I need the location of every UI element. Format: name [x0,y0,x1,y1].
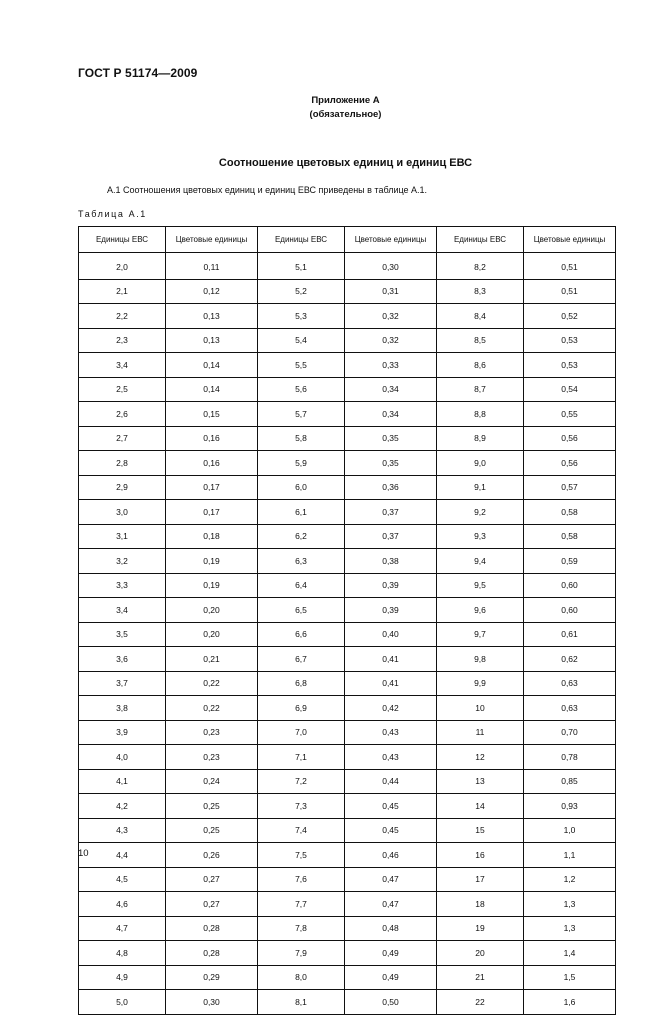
ebc-unit-cell: 2,8 [79,451,166,476]
ebc-unit-cell: 6,5 [258,598,345,623]
color-unit-cell: 1,1 [524,843,616,868]
ebc-unit-cell: 15 [437,818,524,843]
color-unit-cell: 0,32 [345,328,437,353]
ebc-unit-cell: 5,5 [258,353,345,378]
ebc-unit-cell: 5,4 [258,328,345,353]
column-header: Цветовые единицы [166,227,258,253]
color-unit-cell: 1,5 [524,965,616,990]
color-unit-cell: 0,45 [345,794,437,819]
color-unit-cell: 0,13 [166,304,258,329]
ebc-unit-cell: 5,7 [258,402,345,427]
color-unit-cell: 0,17 [166,475,258,500]
ebc-unit-cell: 16 [437,843,524,868]
conversion-table [78,226,616,1015]
ebc-unit-cell: 2,0 [79,255,166,279]
color-unit-cell: 0,35 [345,426,437,451]
table-row [79,573,616,598]
ebc-unit-cell: 2,5 [79,377,166,402]
section-title: Соотношение цветовых единиц и единиц ЕВС [218,157,473,169]
table-row [79,843,616,868]
color-unit-cell: 0,51 [524,255,616,279]
color-unit-cell: 0,44 [345,769,437,794]
table-row [79,500,616,525]
color-unit-cell: 0,34 [345,377,437,402]
ebc-unit-cell: 9,1 [437,475,524,500]
color-unit-cell: 0,14 [166,377,258,402]
color-unit-cell: 0,63 [524,696,616,721]
color-unit-cell: 0,55 [524,402,616,427]
ebc-unit-cell: 7,6 [258,867,345,892]
ebc-unit-cell: 5,3 [258,304,345,329]
ebc-unit-cell: 6,3 [258,549,345,574]
color-unit-cell: 1,4 [524,941,616,966]
column-header: Единицы ЕВС [437,227,524,253]
ebc-unit-cell: 6,2 [258,524,345,549]
table-row [79,353,616,378]
ebc-unit-cell: 2,9 [79,475,166,500]
ebc-unit-cell: 4,8 [79,941,166,966]
ebc-unit-cell: 8,8 [437,402,524,427]
color-unit-cell: 0,70 [524,720,616,745]
ebc-unit-cell: 3,0 [79,500,166,525]
color-unit-cell: 0,93 [524,794,616,819]
ebc-unit-cell: 13 [437,769,524,794]
table-row [79,377,616,402]
color-unit-cell: 0,14 [166,353,258,378]
ebc-unit-cell: 17 [437,867,524,892]
ebc-unit-cell: 5,0 [79,990,166,1015]
ebc-unit-cell: 7,1 [258,745,345,770]
ebc-unit-cell: 9,9 [437,671,524,696]
table-row [79,402,616,427]
color-unit-cell: 0,11 [166,255,258,279]
color-unit-cell: 0,52 [524,304,616,329]
ebc-unit-cell: 3,1 [79,524,166,549]
ebc-unit-cell: 19 [437,916,524,941]
table-row [79,867,616,892]
table-row [79,745,616,770]
color-unit-cell: 0,35 [345,451,437,476]
color-unit-cell: 0,57 [524,475,616,500]
ebc-unit-cell: 8,1 [258,990,345,1015]
ebc-unit-cell: 6,4 [258,573,345,598]
color-unit-cell: 0,51 [524,279,616,304]
color-unit-cell: 0,25 [166,818,258,843]
ebc-unit-cell: 9,0 [437,451,524,476]
color-unit-cell: 0,18 [166,524,258,549]
ebc-unit-cell: 7,9 [258,941,345,966]
color-unit-cell: 0,43 [345,720,437,745]
ebc-unit-cell: 8,5 [437,328,524,353]
color-unit-cell: 0,49 [345,941,437,966]
table-caption: Таблица А.1 [78,209,147,219]
ebc-unit-cell: 7,5 [258,843,345,868]
table-row [79,524,616,549]
color-unit-cell: 1,6 [524,990,616,1015]
table-row [79,696,616,721]
ebc-unit-cell: 4,3 [79,818,166,843]
ebc-unit-cell: 9,5 [437,573,524,598]
color-unit-cell: 0,45 [345,818,437,843]
ebc-unit-cell: 12 [437,745,524,770]
color-unit-cell: 0,31 [345,279,437,304]
color-unit-cell: 0,58 [524,524,616,549]
table-row [79,892,616,917]
color-unit-cell: 1,3 [524,916,616,941]
color-unit-cell: 0,15 [166,402,258,427]
page-number: 10 [78,848,89,859]
ebc-unit-cell: 14 [437,794,524,819]
color-unit-cell: 0,20 [166,622,258,647]
ebc-unit-cell: 2,2 [79,304,166,329]
color-unit-cell: 0,63 [524,671,616,696]
ebc-unit-cell: 3,7 [79,671,166,696]
ebc-unit-cell: 4,6 [79,892,166,917]
ebc-unit-cell: 8,2 [437,255,524,279]
ebc-unit-cell: 3,4 [79,353,166,378]
color-unit-cell: 0,12 [166,279,258,304]
ebc-unit-cell: 6,0 [258,475,345,500]
color-unit-cell: 1,0 [524,818,616,843]
color-unit-cell: 0,47 [345,892,437,917]
ebc-unit-cell: 3,6 [79,647,166,672]
ebc-unit-cell: 5,9 [258,451,345,476]
ebc-unit-cell: 6,1 [258,500,345,525]
color-unit-cell: 0,40 [345,622,437,647]
appendix-title: Приложение А [311,95,380,106]
ebc-unit-cell: 7,8 [258,916,345,941]
color-unit-cell: 0,16 [166,426,258,451]
color-unit-cell: 0,42 [345,696,437,721]
ebc-unit-cell: 4,7 [79,916,166,941]
ebc-unit-cell: 3,8 [79,696,166,721]
document-code: ГОСТ Р 51174—2009 [78,66,198,80]
color-unit-cell: 0,53 [524,328,616,353]
column-header: Цветовые единицы [524,227,616,253]
color-unit-cell: 0,22 [166,671,258,696]
table-row [79,304,616,329]
table-row [79,769,616,794]
column-header: Единицы ЕВС [79,227,166,253]
ebc-unit-cell: 22 [437,990,524,1015]
color-unit-cell: 0,36 [345,475,437,500]
ebc-unit-cell: 7,0 [258,720,345,745]
color-unit-cell: 0,47 [345,867,437,892]
ebc-unit-cell: 3,3 [79,573,166,598]
ebc-unit-cell: 9,3 [437,524,524,549]
ebc-unit-cell: 2,3 [79,328,166,353]
color-unit-cell: 0,56 [524,426,616,451]
ebc-unit-cell: 21 [437,965,524,990]
color-unit-cell: 1,3 [524,892,616,917]
ebc-unit-cell: 9,7 [437,622,524,647]
color-unit-cell: 0,61 [524,622,616,647]
color-unit-cell: 0,33 [345,353,437,378]
ebc-unit-cell: 9,4 [437,549,524,574]
column-header: Цветовые единицы [345,227,437,253]
color-unit-cell: 0,19 [166,549,258,574]
table-row [79,818,616,843]
color-unit-cell: 0,26 [166,843,258,868]
ebc-unit-cell: 9,2 [437,500,524,525]
color-unit-cell: 0,41 [345,647,437,672]
color-unit-cell: 0,54 [524,377,616,402]
color-unit-cell: 0,41 [345,671,437,696]
color-unit-cell: 0,38 [345,549,437,574]
color-unit-cell: 0,59 [524,549,616,574]
color-unit-cell: 0,46 [345,843,437,868]
table-row [79,916,616,941]
table-row [79,328,616,353]
color-unit-cell: 0,17 [166,500,258,525]
color-unit-cell: 0,23 [166,720,258,745]
ebc-unit-cell: 4,2 [79,794,166,819]
color-unit-cell: 0,25 [166,794,258,819]
table-row [79,598,616,623]
ebc-unit-cell: 9,8 [437,647,524,672]
color-unit-cell: 0,27 [166,867,258,892]
ebc-unit-cell: 6,9 [258,696,345,721]
table-row [79,965,616,990]
ebc-unit-cell: 6,8 [258,671,345,696]
ebc-unit-cell: 18 [437,892,524,917]
ebc-unit-cell: 3,4 [79,598,166,623]
color-unit-cell: 0,50 [345,990,437,1015]
color-unit-cell: 0,53 [524,353,616,378]
table-row [79,255,616,279]
ebc-unit-cell: 6,7 [258,647,345,672]
ebc-unit-cell: 7,2 [258,769,345,794]
ebc-unit-cell: 5,1 [258,255,345,279]
color-unit-cell: 0,22 [166,696,258,721]
color-unit-cell: 0,43 [345,745,437,770]
column-header: Единицы ЕВС [258,227,345,253]
color-unit-cell: 0,78 [524,745,616,770]
ebc-unit-cell: 5,2 [258,279,345,304]
ebc-unit-cell: 3,9 [79,720,166,745]
table-row [79,647,616,672]
intro-paragraph: А.1 Соотношения цветовых единиц и единиц ЕВС приведены в таблице А.1. [107,185,428,195]
color-unit-cell: 0,29 [166,965,258,990]
color-unit-cell: 0,62 [524,647,616,672]
color-unit-cell: 0,20 [166,598,258,623]
color-unit-cell: 0,16 [166,451,258,476]
color-unit-cell: 0,13 [166,328,258,353]
ebc-unit-cell: 7,7 [258,892,345,917]
table-body [79,253,616,1015]
color-unit-cell: 0,39 [345,573,437,598]
table-header-row [79,227,616,253]
color-unit-cell: 0,30 [345,255,437,279]
color-unit-cell: 0,60 [524,598,616,623]
color-unit-cell: 0,58 [524,500,616,525]
ebc-unit-cell: 4,4 [79,843,166,868]
color-unit-cell: 0,56 [524,451,616,476]
color-unit-cell: 0,19 [166,573,258,598]
color-unit-cell: 0,60 [524,573,616,598]
table-row [79,990,616,1015]
ebc-unit-cell: 5,8 [258,426,345,451]
color-unit-cell: 0,37 [345,500,437,525]
ebc-unit-cell: 8,6 [437,353,524,378]
table-row [79,941,616,966]
ebc-unit-cell: 6,6 [258,622,345,647]
color-unit-cell: 0,49 [345,965,437,990]
table-row [79,426,616,451]
ebc-unit-cell: 11 [437,720,524,745]
color-unit-cell: 0,23 [166,745,258,770]
table-row [79,549,616,574]
table-row [79,671,616,696]
color-unit-cell: 0,32 [345,304,437,329]
ebc-unit-cell: 4,9 [79,965,166,990]
color-unit-cell: 0,34 [345,402,437,427]
color-unit-cell: 1,2 [524,867,616,892]
table-row [79,622,616,647]
ebc-unit-cell: 3,5 [79,622,166,647]
color-unit-cell: 0,85 [524,769,616,794]
ebc-unit-cell: 2,7 [79,426,166,451]
ebc-unit-cell: 4,5 [79,867,166,892]
ebc-unit-cell: 8,4 [437,304,524,329]
color-unit-cell: 0,28 [166,941,258,966]
ebc-unit-cell: 4,0 [79,745,166,770]
color-unit-cell: 0,24 [166,769,258,794]
color-unit-cell: 0,39 [345,598,437,623]
color-unit-cell: 0,28 [166,916,258,941]
table-row [79,475,616,500]
color-unit-cell: 0,27 [166,892,258,917]
ebc-unit-cell: 10 [437,696,524,721]
ebc-unit-cell: 9,6 [437,598,524,623]
ebc-unit-cell: 2,1 [79,279,166,304]
ebc-unit-cell: 8,3 [437,279,524,304]
table-row [79,451,616,476]
ebc-unit-cell: 20 [437,941,524,966]
ebc-unit-cell: 2,6 [79,402,166,427]
table-row [79,720,616,745]
appendix-heading [0,94,661,122]
color-unit-cell: 0,30 [166,990,258,1015]
ebc-unit-cell: 7,4 [258,818,345,843]
color-unit-cell: 0,48 [345,916,437,941]
table-row [79,794,616,819]
ebc-unit-cell: 8,7 [437,377,524,402]
appendix-status: (обязательное) [309,109,382,120]
ebc-unit-cell: 5,6 [258,377,345,402]
color-unit-cell: 0,37 [345,524,437,549]
ebc-unit-cell: 8,0 [258,965,345,990]
ebc-unit-cell: 4,1 [79,769,166,794]
ebc-unit-cell: 8,9 [437,426,524,451]
table-row [79,279,616,304]
color-unit-cell: 0,21 [166,647,258,672]
ebc-unit-cell: 3,2 [79,549,166,574]
ebc-unit-cell: 7,3 [258,794,345,819]
